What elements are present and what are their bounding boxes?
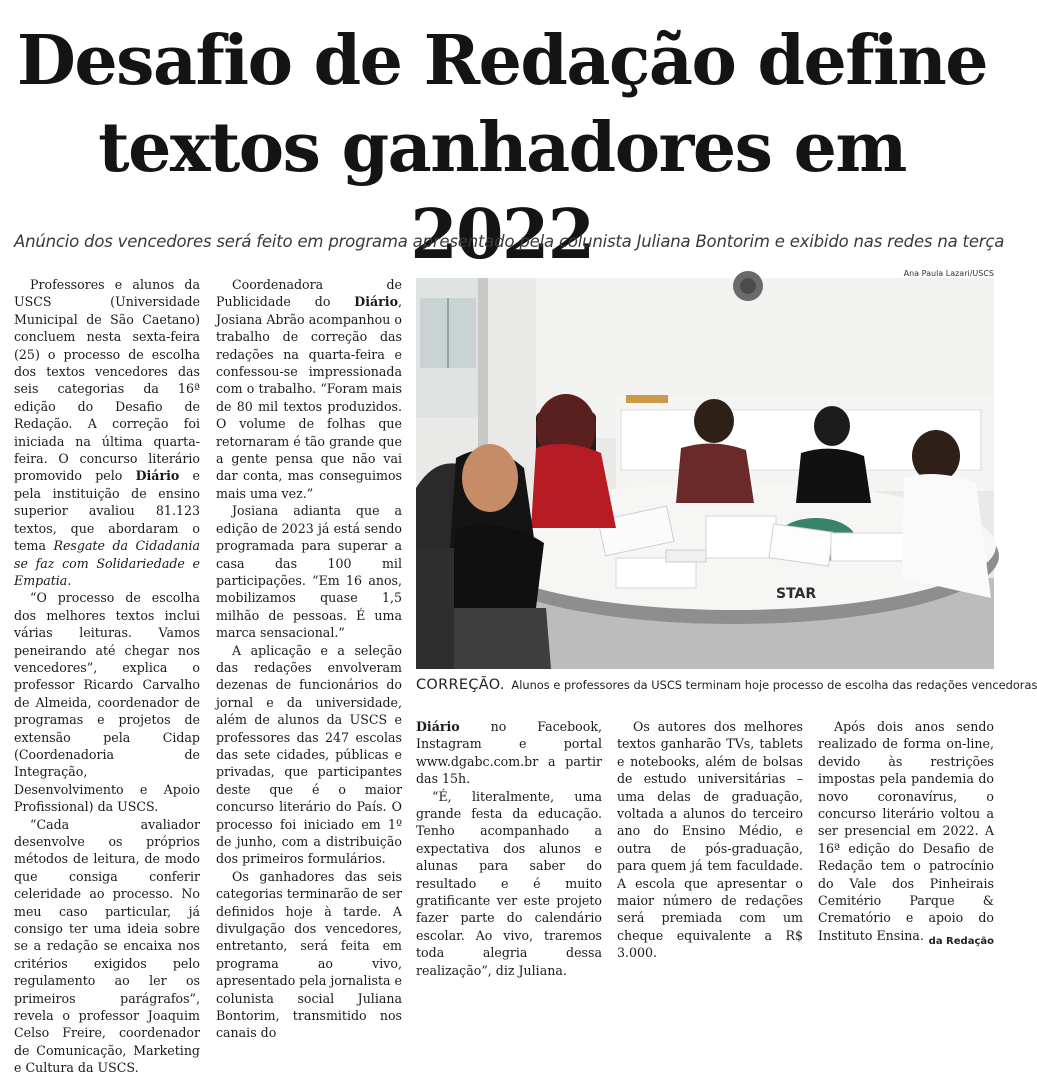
newspaper-name: Diário xyxy=(416,719,460,734)
headline-line-1: Desafio de Redação define xyxy=(16,21,988,101)
photo-credit: Ana Paula Lazari/USCS xyxy=(903,269,994,278)
paragraph: Após dois anos sendo realizado de forma on-line, devido às restrições impostas pela pandemia do novo coronavírus, o concurso literário voltou a ser presencial em 2022. A 16ª edição do Desafio de Redação tem o patrocínio do Vale dos Pinheirais Cemitério Parque & Crematório e apoio do Instituto Ensina. xyxy=(818,719,994,943)
caption-text: Alunos e professores da USCS terminam hoje processo de escolha das redações vencedoras xyxy=(511,678,1037,692)
subheadline: Anúncio dos vencedores será feito em programa apresentado pela colunista Juliana Bontorim e exibido nas redes na terça xyxy=(14,232,1005,251)
caption-kicker: CORREÇÃO. xyxy=(416,677,505,693)
paragraph: Professores e alunos da USCS (Universidade Municipal de São Caetano) concluem nesta sexta-feira (25) o processo de escolha dos textos vencedores das seis categorias da 16ª edição do Desafio de Redação. A correção foi iniciada na última quarta-feira. O concurso literário promovido pelo Diário e pela instituição de ensino superior avaliou 81.123 textos, que abordaram o tema Resgate da Cidadania se faz com Solidariedade e Empatia. xyxy=(14,277,200,588)
paragraph: Os ganhadores das seis categorias terminarão de ser definidos hoje à tarde. A divulgação dos vencedores, entretanto, será feita em programa ao vivo, apresentado pela jornalista e colunista social Juliana Bontorim, transmitido nos canais do xyxy=(216,868,403,1041)
table-print-text: STAR xyxy=(776,586,817,602)
paragraph: “Cada avaliador desenvolve os próprios métodos de leitura, de modo que consiga conferir celeridade ao processo. No meu caso particular, já consigo ter uma ideia sobre se a redação se encaixa nos critérios exigidos pelo regulamento ao ler os primeiros parágrafos”, revela o professor Joaquim Celso Freire, coordenador de Comunicação, Marketing e Cultura da USCS. xyxy=(14,816,200,1076)
newspaper-name: Diário xyxy=(354,294,398,310)
paragraph: Coordenadora de Publicidade do Diário, Josiana Abrão acompanhou o trabalho de correção das redações na quarta-feira e confessou-se impressionada com o trabalho. “Foram mais de 80 mil textos produzidos. O volume de folhas que retornaram é tão grande que a gente pensa que não vai dar conta, mas conseguimos mais uma vez.” xyxy=(216,277,402,501)
photo-caption xyxy=(416,676,1037,694)
article-photo xyxy=(416,278,994,669)
paragraph: “O processo de escolha dos melhores textos inclui várias leituras. Vamos peneirando até chegar nos vencedores”, explica o professor Ricardo Carvalho de Almeida, coordenador de programas e projetos de extensão pela Cidap (Coordenadoria de Integração, Desenvolvimento e Apoio Profissional) da USCS. xyxy=(14,590,200,815)
newspaper-name: Diário xyxy=(135,468,180,484)
article-column-1 xyxy=(14,276,200,1076)
headline-line-2: textos ganhadores em 2022 xyxy=(98,108,906,275)
paragraph: Josiana adianta que a edição de 2023 já está sendo programada para superar a casa das 100 mil participações. “Em 16 anos, mobilizamos quase 1,5 milhão de pessoas. É uma marca sensacional.” xyxy=(216,503,402,641)
paragraph: Os autores dos melhores textos ganharão TVs, tablets e notebooks, além de bolsas de estudo universitárias – uma delas de graduação, voltada a alunos do terceiro ano do Ensino Médio, e outra de pós-graduação, para quem já tem faculdade. A escola que apresentar o maior número de redações será premiada com um cheque equivalente a R$ 3.000. xyxy=(617,719,803,961)
article-column-4 xyxy=(617,718,803,961)
byline-signature: da Redação xyxy=(928,936,994,947)
essay-theme: Resgate da Cidadania se faz com Solidariedade e Empatia xyxy=(14,538,200,588)
article-column-3 xyxy=(416,718,602,978)
paragraph: “É, literalmente, uma grande festa da educação. Tenho acompanhado a expectativa dos alunos e alunas para saber do resultado e é muito gratificante ver este projeto fazer parte do calendário escolar. Ao vivo, traremos toda alegria dessa realização”, diz Juliana. xyxy=(416,788,602,978)
article-column-2 xyxy=(216,276,403,1041)
paragraph: A aplicação e a seleção das redações envolveram dezenas de funcionários do jornal e da universidade, além de alunos da USCS e professores das 247 escolas das sete cidades, públicas e privadas, que participantes deste que é o maior concurso literário do País. O processo foi iniciado em 1º de junho, com a distribuição dos primeiros formulários. xyxy=(216,642,402,867)
paragraph: Diário no Facebook, Instagram e portal www.dgabc.com.br a partir das 15h. xyxy=(416,719,602,787)
